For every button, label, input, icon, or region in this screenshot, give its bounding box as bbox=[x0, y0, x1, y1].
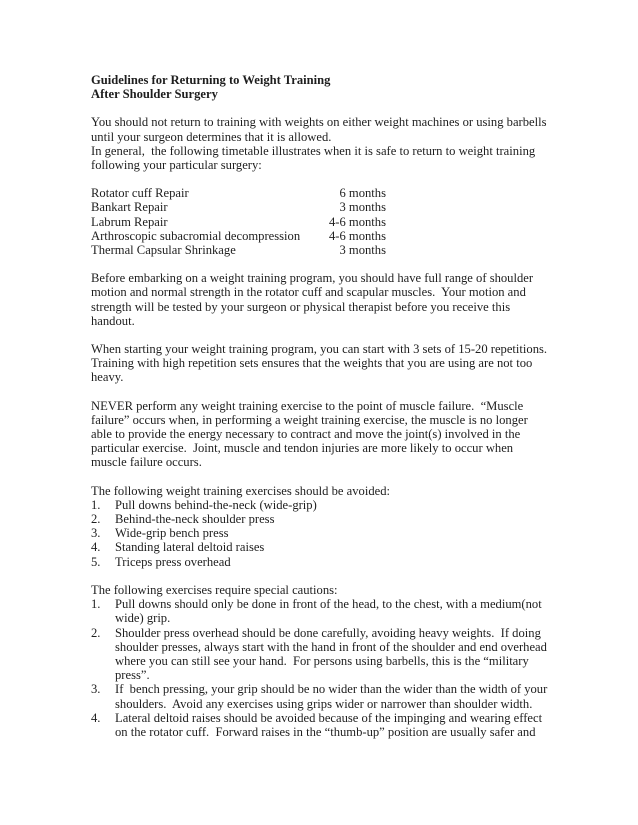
duration-value: 4-6 months bbox=[328, 228, 386, 243]
procedure-name: Arthroscopic subacromial decompression bbox=[91, 228, 301, 243]
list-item bbox=[91, 498, 550, 512]
item-number: 5. bbox=[91, 554, 101, 569]
list-item bbox=[91, 711, 550, 739]
table-row bbox=[91, 200, 386, 214]
document-title bbox=[91, 73, 550, 101]
avoided-exercises-heading: The following weight training exercises should be avoided: bbox=[91, 483, 391, 498]
table-row bbox=[91, 186, 386, 200]
duration-value: 6 months bbox=[339, 186, 386, 201]
intro-paragraph-1: You should not return to training with weights on either weight machines or using barbells until your surgeon determines that it is allowed. bbox=[91, 115, 550, 144]
table-row bbox=[91, 229, 386, 243]
item-text: Pull downs should only be done in front of the head, to the chest, with a medium(not wide) grip. bbox=[115, 597, 545, 626]
list-item bbox=[91, 526, 550, 540]
paragraph-never-failure: NEVER perform any weight training exercise to the point of muscle failure. “Muscle failure” occurs when, in performing a weight training exercise, the muscle is no longer able to provide the energy necessary to contract and move the joint(s) involved in the particular exercise. Joint, muscle and tendon injuries are more likely to occur when muscle failure occurs. bbox=[91, 398, 531, 470]
procedure-name: Bankart Repair bbox=[91, 200, 168, 215]
item-number: 2. bbox=[91, 625, 101, 640]
item-text: Standing lateral deltoid raises bbox=[115, 540, 265, 555]
item-number: 4. bbox=[91, 710, 101, 725]
table-row bbox=[91, 243, 386, 257]
procedure-name: Thermal Capsular Shrinkage bbox=[91, 243, 236, 258]
surgery-timetable bbox=[91, 186, 386, 257]
procedure-name: Labrum Repair bbox=[91, 214, 168, 229]
duration-value: 3 months bbox=[339, 200, 386, 215]
avoided-exercises-list bbox=[91, 498, 550, 569]
item-text: Lateral deltoid raises should be avoided because of the impinging and wearing effect on the rotator cuff. Forward raises in the “thumb-up” position are usually safer and bbox=[115, 710, 546, 739]
paragraph-before-embarking: Before embarking on a weight training program, you should have full range of shoulder motion and normal strength in the rotator cuff and scapular muscles. Your motion and strength will be tested by your surgeon or physical therapist before you receive this handout. bbox=[91, 271, 537, 328]
item-text: Pull downs behind-the-neck (wide-grip) bbox=[115, 497, 317, 512]
item-text: If bench pressing, your grip should be no wider than the wider than the width of your shoulders. Avoid any exercises using grips wider or narrower than shoulder width. bbox=[115, 682, 551, 711]
item-text: Wide-grip bench press bbox=[115, 526, 229, 541]
item-number: 3. bbox=[91, 682, 101, 697]
duration-value: 4-6 months bbox=[328, 214, 386, 229]
item-number: 3. bbox=[91, 526, 101, 541]
list-item bbox=[91, 682, 550, 710]
item-text: Shoulder press overhead should be done carefully, avoiding heavy weights. If doing shoulder presses, always start with the hand in front of the shoulder and end overhead where you can still see your hand. For persons using barbells, this is the “military press”. bbox=[115, 625, 551, 683]
duration-value: 3 months bbox=[339, 243, 386, 258]
item-number: 1. bbox=[91, 597, 101, 612]
procedure-name: Rotator cuff Repair bbox=[91, 186, 189, 201]
item-number: 1. bbox=[91, 497, 101, 512]
paragraph-when-starting: When starting your weight training program, you can start with 3 sets of 15-20 repetitions. Training with high repetition sets ensures that the weights that you are using are not too heavy. bbox=[91, 342, 554, 385]
list-item bbox=[91, 626, 550, 683]
item-text: Triceps press overhead bbox=[115, 554, 231, 569]
item-number: 4. bbox=[91, 540, 101, 555]
list-item bbox=[91, 597, 550, 625]
title-line-1: Guidelines for Returning to Weight Training bbox=[91, 73, 331, 87]
table-row bbox=[91, 215, 386, 229]
special-cautions-list bbox=[91, 597, 550, 739]
item-number: 2. bbox=[91, 512, 101, 527]
list-item bbox=[91, 540, 550, 554]
item-text: Behind-the-neck shoulder press bbox=[115, 512, 275, 527]
special-cautions-heading: The following exercises require special cautions: bbox=[91, 582, 338, 597]
title-line-2: After Shoulder Surgery bbox=[91, 87, 218, 102]
list-item bbox=[91, 555, 550, 569]
list-item bbox=[91, 512, 550, 526]
intro-paragraph-2: In general, the following timetable illustrates when it is safe to return to weight training following your particular surgery: bbox=[91, 143, 539, 173]
